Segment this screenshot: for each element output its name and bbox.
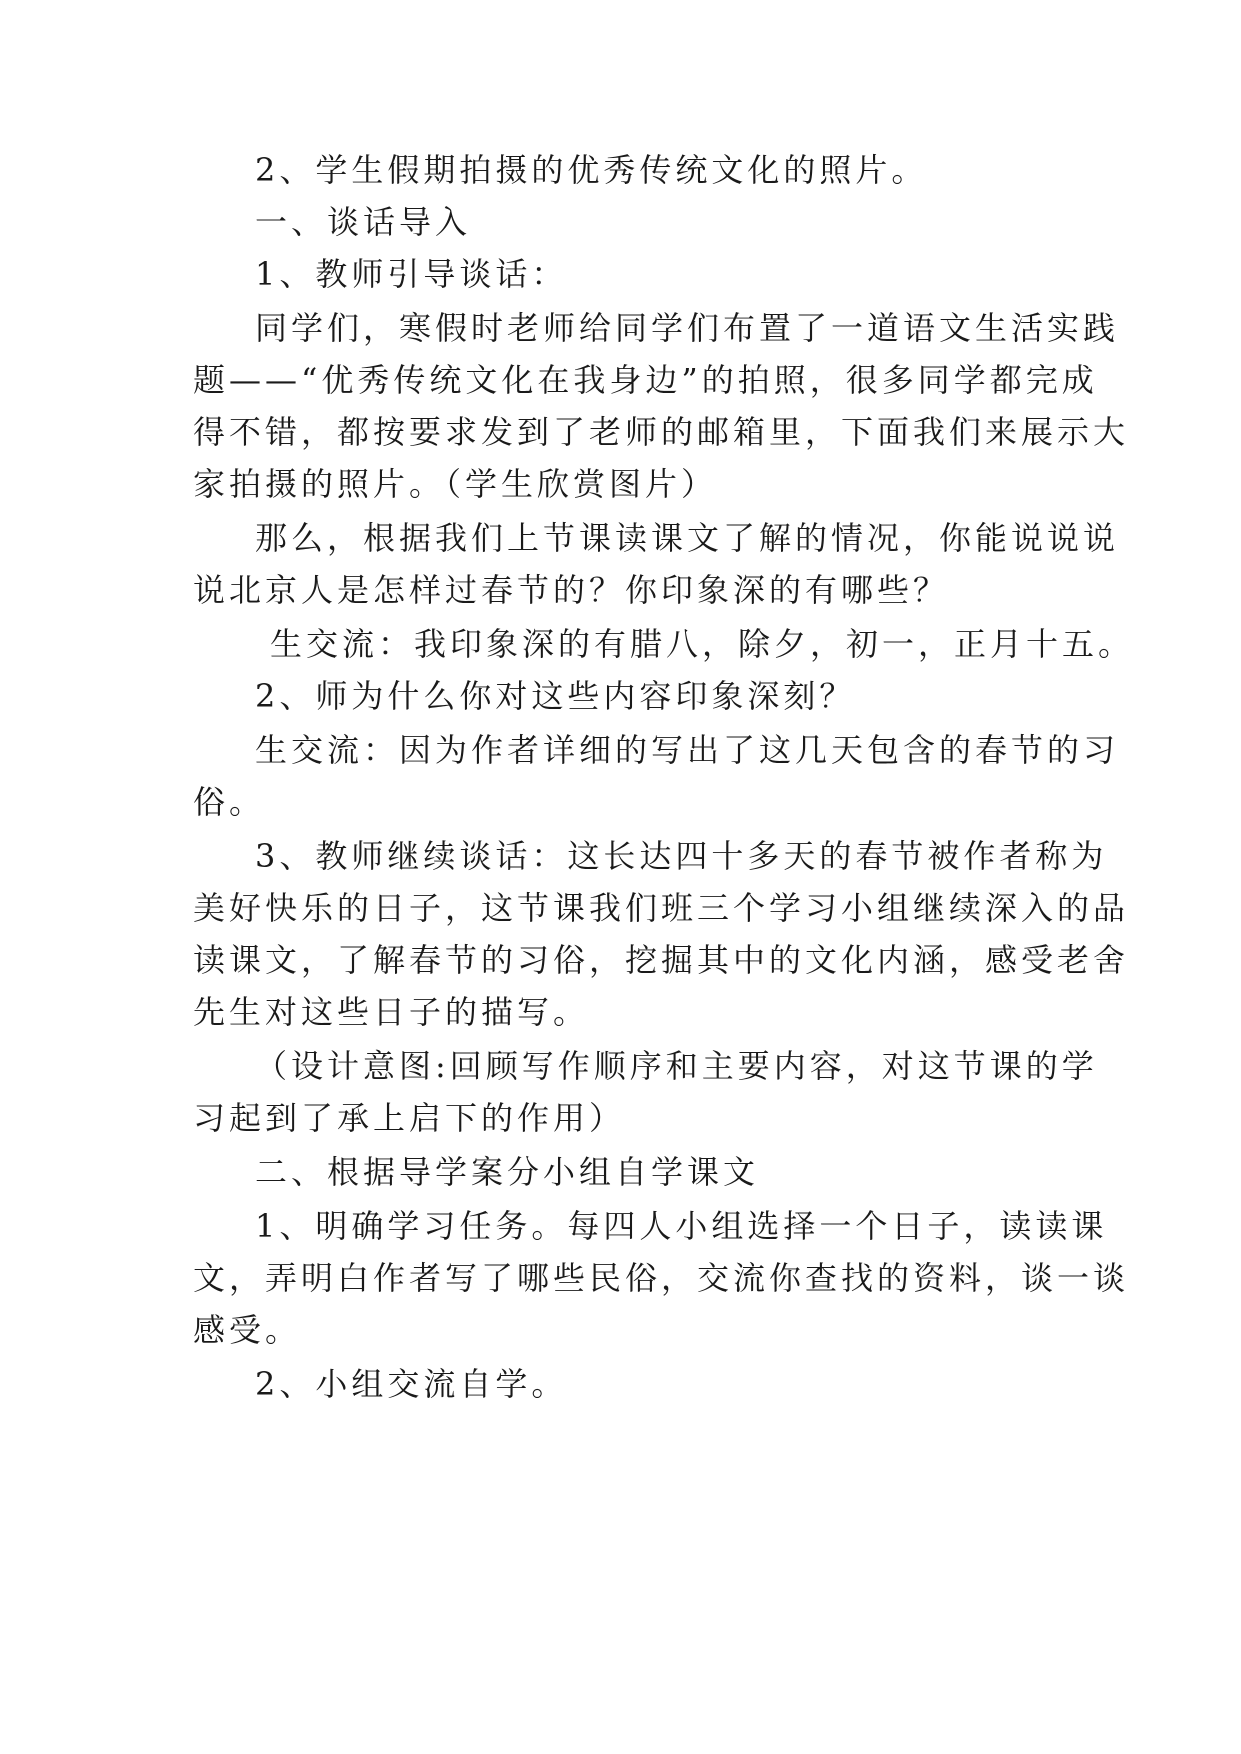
- text-line: 2、师为什么你对这些内容印象深刻？: [255, 677, 856, 715]
- text-line: 1、明确学习任务。每四人小组选择一个日子，读读课: [255, 1207, 1108, 1245]
- text-line: 得不错，都按要求发到了老师的邮箱里，下面我们来展示大: [193, 413, 1130, 451]
- text-line: 文，弄明白作者写了哪些民俗，交流你查找的资料，谈一谈: [193, 1259, 1130, 1297]
- text-line: 2、学生假期拍摄的优秀传统文化的照片。: [255, 151, 928, 189]
- text-line: 1、教师引导谈话：: [255, 255, 568, 293]
- text-line: 俗。: [193, 783, 266, 821]
- text-line: 题——“优秀传统文化在我身边”的拍照，很多同学都完成: [193, 361, 1098, 399]
- text-line: 生交流：因为作者详细的写出了这几天包含的春节的习: [255, 731, 1120, 769]
- text-line: 感受。: [193, 1311, 302, 1349]
- text-line: 生交流：我印象深的有腊八，除夕，初一，正月十五。: [270, 625, 1135, 663]
- section-heading: 一、谈话导入: [255, 203, 472, 241]
- text-line: 读课文，了解春节的习俗，挖掘其中的文化内涵，感受老舍: [193, 941, 1130, 979]
- text-line: 说北京人是怎样过春节的？你印象深的有哪些？: [193, 571, 950, 609]
- text-line: 那么，根据我们上节课读课文了解的情况，你能说说说: [255, 519, 1120, 557]
- text-line: 2、小组交流自学。: [255, 1365, 568, 1403]
- text-line: 先生对这些日子的描写。: [193, 993, 590, 1031]
- text-line: 习起到了承上启下的作用）: [193, 1099, 626, 1137]
- text-line: （设计意图:回顾写作顺序和主要内容，对这节课的学: [255, 1047, 1098, 1085]
- text-line: 3、教师继续谈话：这长达四十多天的春节被作者称为: [255, 837, 1108, 875]
- text-line: 家拍摄的照片。（学生欣赏图片）: [193, 465, 718, 503]
- text-line: 美好快乐的日子，这节课我们班三个学习小组继续深入的品: [193, 889, 1130, 927]
- text-line: 同学们，寒假时老师给同学们布置了一道语文生活实践: [255, 309, 1120, 347]
- section-heading: 二、根据导学案分小组自学课文: [255, 1153, 760, 1191]
